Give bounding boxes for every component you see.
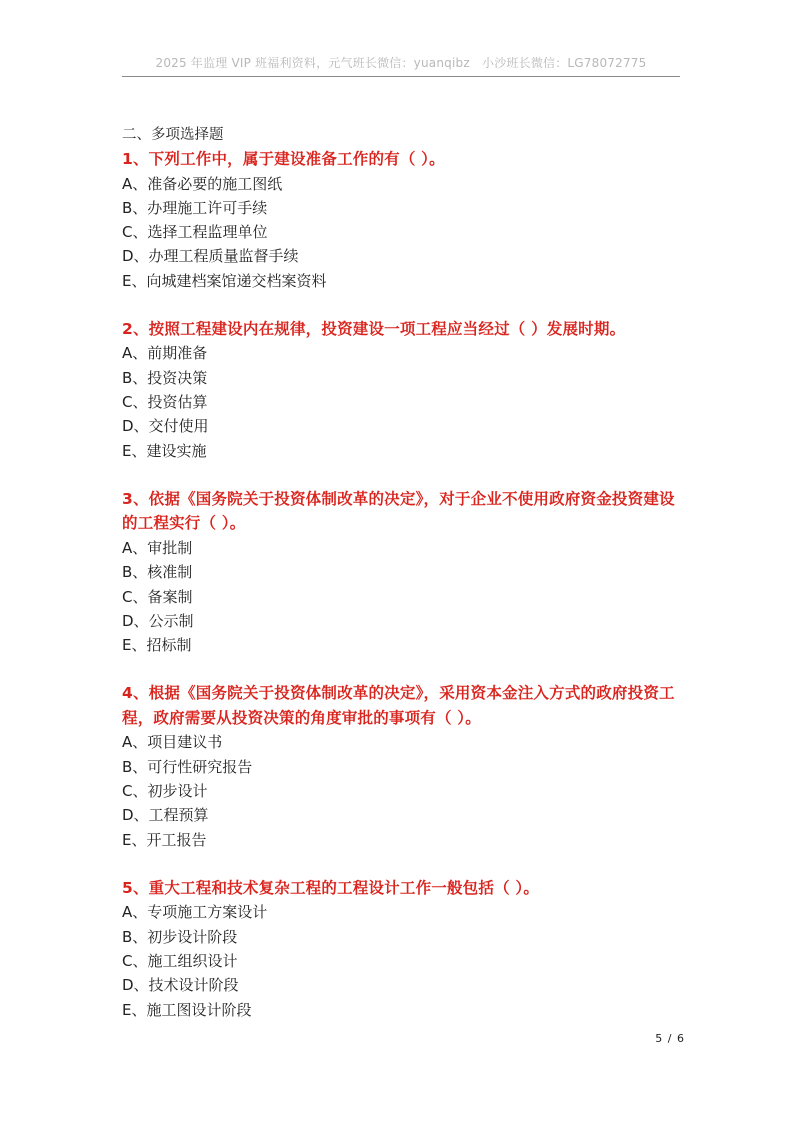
option-d: D、公示制 <box>122 611 194 630</box>
option-c: C、备案制 <box>122 587 193 606</box>
option-e: E、开工报告 <box>122 830 207 849</box>
question-title: 3、依据《国务院关于投资体制改革的决定》，对于企业不使用政府资金投资建设的工程实行（ ）。 <box>122 489 675 533</box>
option-a: A、审批制 <box>122 538 193 557</box>
option-b: B、办理施工许可手续 <box>122 198 268 217</box>
option-a: A、专项施工方案设计 <box>122 903 268 922</box>
option-a: A、准备必要的施工图纸 <box>122 174 283 193</box>
question-title: 1、下列工作中，属于建设准备工作的有（ ）。 <box>122 150 445 168</box>
option-b: B、核准制 <box>122 563 193 582</box>
option-c: C、施工组织设计 <box>122 952 238 971</box>
document-body <box>122 124 682 1022</box>
option-a: A、项目建议书 <box>122 733 223 752</box>
option-e: E、招标制 <box>122 636 192 655</box>
question-3 <box>122 487 682 657</box>
option-c: C、选择工程监理单位 <box>122 223 268 242</box>
question-5 <box>122 876 682 1022</box>
option-c: C、投资估算 <box>122 393 208 412</box>
option-d: D、技术设计阶段 <box>122 976 239 995</box>
question-2 <box>122 317 682 463</box>
option-d: D、工程预算 <box>122 806 209 825</box>
question-4 <box>122 681 682 851</box>
page-number: 5 / 6 <box>655 1032 685 1045</box>
question-title: 2、按照工程建设内在规律，投资建设一项工程应当经过（ ）发展时期。 <box>122 319 626 338</box>
option-b: B、投资决策 <box>122 368 208 387</box>
option-d: D、交付使用 <box>122 417 209 436</box>
option-d: D、办理工程质量监督手续 <box>122 247 299 266</box>
header-divider <box>122 76 680 77</box>
page-header: 2025 年监理 VIP 班福利资料，元气班长微信：yuanqibz 小沙班长微信：LG78072775 <box>155 56 647 70</box>
option-c: C、初步设计 <box>122 782 208 801</box>
section-title: 二、多项选择题 <box>122 127 224 143</box>
question-title: 5、重大工程和技术复杂工程的工程设计工作一般包括（ ）。 <box>122 878 540 897</box>
question-title: 4、根据《国务院关于投资体制改革的决定》，采用资本金注入方式的政府投资工程，政府需要从投资决策的角度审批的事项有（ ）。 <box>122 684 675 727</box>
option-a: A、前期准备 <box>122 344 208 363</box>
option-b: B、初步设计阶段 <box>122 927 238 946</box>
question-1 <box>122 147 682 293</box>
option-e: E、建设实施 <box>122 441 207 460</box>
option-e: E、向城建档案馆递交档案资料 <box>122 271 327 290</box>
option-b: B、可行性研究报告 <box>122 757 253 776</box>
option-e: E、施工图设计阶段 <box>122 1000 252 1019</box>
